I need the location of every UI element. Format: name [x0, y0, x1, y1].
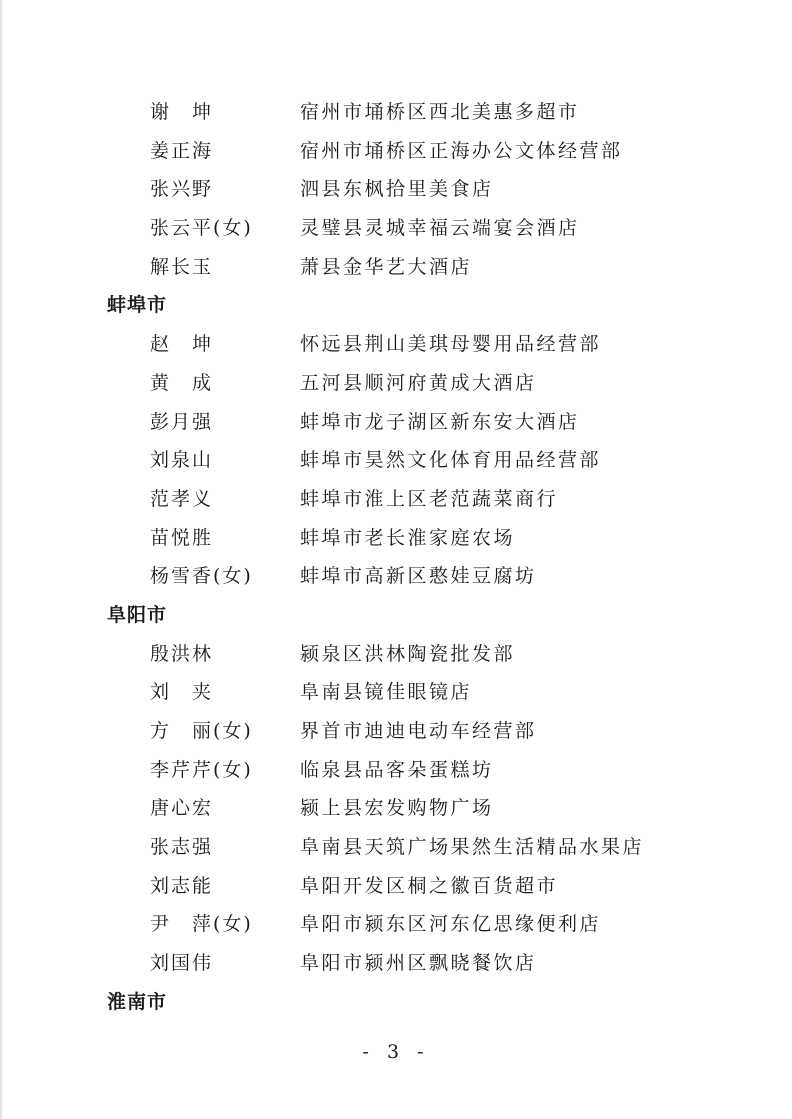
list-item	[0, 209, 792, 248]
organization-name: 界首市迪迪电动车经营部	[300, 720, 537, 742]
person-name: 黄 成	[150, 371, 214, 394]
organization-name: 临泉县品客朵蛋糕坊	[300, 758, 494, 781]
person-name: 解长玉	[150, 255, 214, 278]
city-heading	[0, 596, 792, 635]
person-name: 张志强	[150, 836, 214, 859]
organization-name: 阜阳开发区桐之徽百货超市	[300, 874, 559, 897]
person-name: 张云平(女)	[150, 217, 253, 240]
person-name: 殷洪林	[150, 642, 214, 665]
organization-name: 泗县东枫拾里美食店	[300, 178, 494, 201]
person-name: 方 丽(女)	[150, 720, 253, 742]
city-heading-label: 蚌埠市	[107, 294, 168, 317]
list-item	[0, 712, 792, 751]
organization-name: 宿州市埇桥区正海办公文体经营部	[300, 139, 623, 162]
list-item	[0, 867, 792, 906]
organization-name: 灵璧县灵城幸福云端宴会酒店	[300, 217, 580, 240]
person-name: 谢 坤	[150, 101, 214, 123]
organization-name: 蚌埠市淮上区老范蔬菜商行	[300, 487, 559, 510]
organization-name: 怀远县荆山美琪母婴用品经营部	[300, 333, 602, 356]
list-item	[0, 519, 792, 558]
organization-name: 宿州市埇桥区西北美惠多超市	[300, 101, 580, 123]
organization-name: 萧县金华艺大酒店	[300, 255, 473, 278]
list-item	[0, 132, 792, 171]
person-name: 刘 夹	[150, 681, 214, 704]
list-item	[0, 480, 792, 519]
person-name: 李芹芹(女)	[150, 758, 253, 781]
list-item	[0, 325, 792, 364]
person-name: 赵 坤	[150, 333, 214, 356]
person-name: 杨雪香(女)	[150, 565, 253, 588]
city-heading-label: 淮南市	[107, 990, 168, 1013]
person-name: 尹 萍(女)	[150, 913, 253, 936]
list-item	[0, 441, 792, 480]
person-name: 刘国伟	[150, 952, 214, 975]
list-item	[0, 403, 792, 442]
list-item	[0, 248, 792, 287]
organization-name: 蚌埠市老长淮家庭农场	[300, 526, 516, 549]
organization-name: 五河县顺河府黄成大酒店	[300, 371, 537, 394]
list-item	[0, 944, 792, 983]
list-item	[0, 828, 792, 867]
person-name: 范孝义	[150, 487, 214, 510]
organization-name: 阜阳市颍东区河东亿思缘便利店	[300, 913, 602, 936]
list-item	[0, 635, 792, 674]
organization-name: 阜南县镜佳眼镜店	[300, 681, 473, 704]
city-heading	[0, 983, 792, 1022]
person-name: 唐心宏	[150, 797, 214, 820]
organization-name: 颍泉区洪林陶瓷批发部	[300, 642, 516, 665]
organization-name: 蚌埠市昊然文化体育用品经营部	[300, 449, 602, 472]
list-item	[0, 364, 792, 403]
list-item	[0, 673, 792, 712]
organization-name: 阜阳市颍州区飘晓餐饮店	[300, 952, 537, 975]
person-name: 姜正海	[150, 139, 214, 162]
list-item	[0, 170, 792, 209]
person-name: 彭月强	[150, 410, 214, 433]
list-item	[0, 751, 792, 790]
list-item	[0, 93, 792, 132]
organization-name: 阜南县天筑广场果然生活精品水果店	[300, 836, 645, 859]
organization-name: 蚌埠市高新区憨娃豆腐坊	[300, 565, 537, 588]
list-item	[0, 789, 792, 828]
city-heading-label: 阜阳市	[107, 603, 168, 626]
city-heading	[0, 286, 792, 325]
organization-name: 蚌埠市龙子湖区新东安大酒店	[300, 410, 580, 433]
person-name: 张兴野	[150, 178, 214, 201]
person-name: 刘志能	[150, 874, 214, 897]
person-name: 苗悦胜	[150, 526, 214, 549]
name-list	[0, 93, 792, 1022]
page-number: - 3 -	[362, 1041, 430, 1063]
list-item	[0, 557, 792, 596]
list-item	[0, 905, 792, 944]
person-name: 刘泉山	[150, 449, 214, 472]
organization-name: 颍上县宏发购物广场	[300, 797, 494, 820]
